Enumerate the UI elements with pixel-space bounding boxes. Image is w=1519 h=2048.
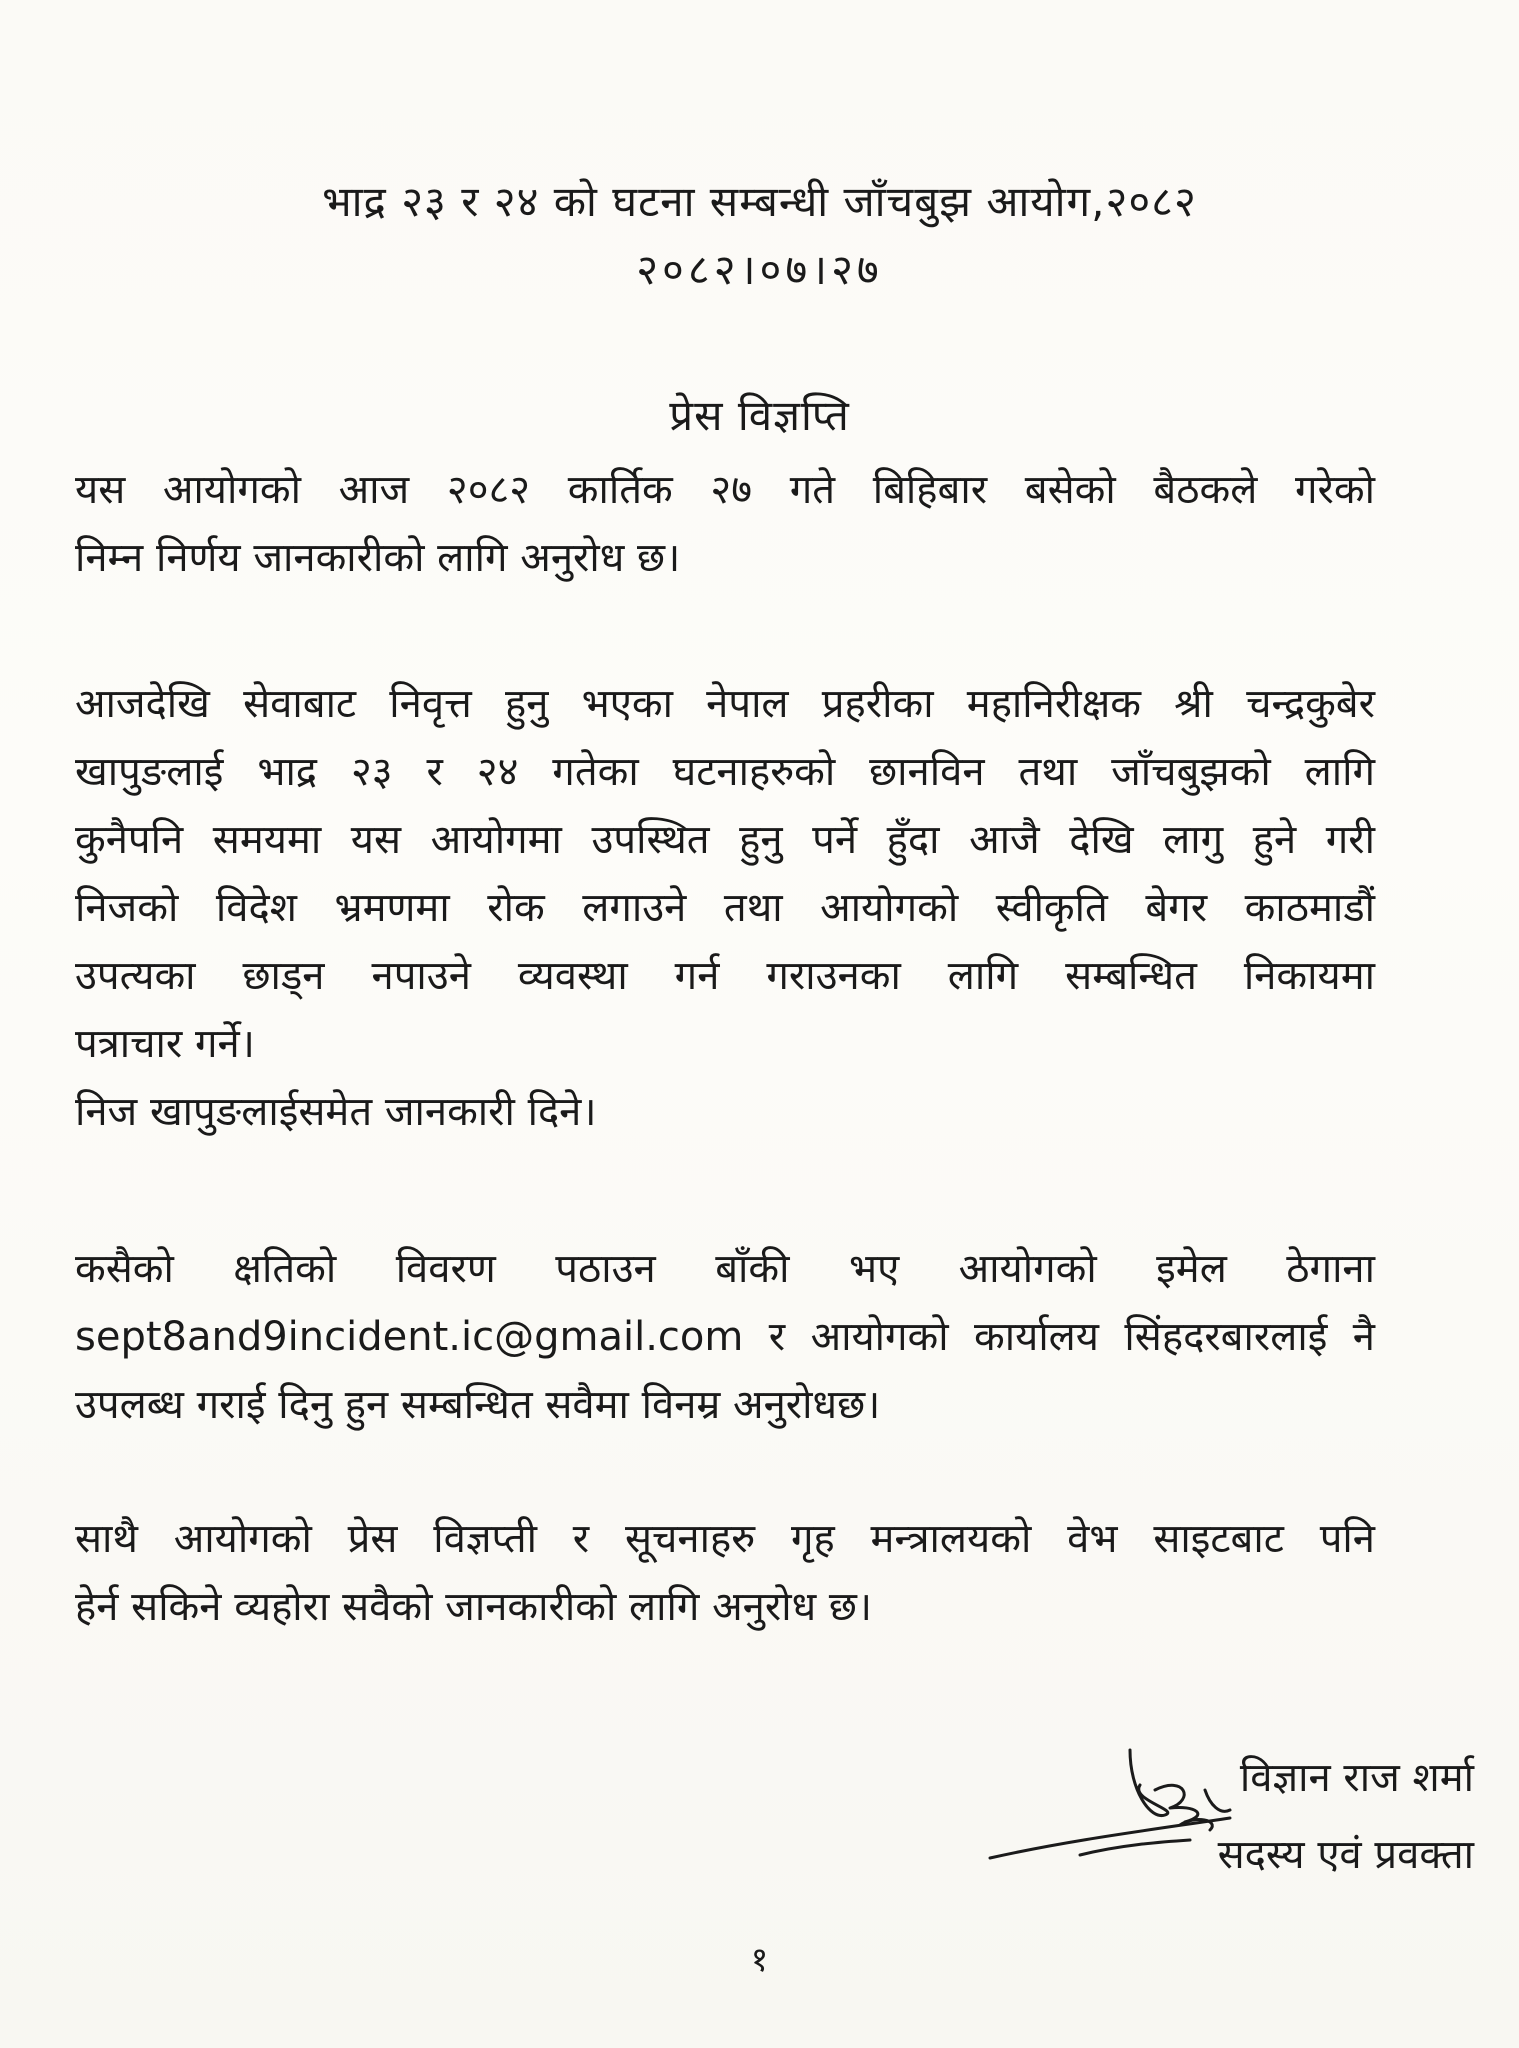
signer-name: विज्ञान राज शर्मा — [1239, 1755, 1474, 1801]
document-date: २०८२।०७।२७ — [636, 245, 883, 294]
damage-line-2: sept8and9incident.ic@gmail.com र आयोगको कार्यालय सिंहदरबारलाई नै — [75, 1314, 1375, 1360]
decision-line-1: आजदेखि सेवाबाट निवृत्त हुनु भएका नेपाल प्रहरीका महानिरीक्षक श्री चन्द्रकुबेर — [75, 681, 1375, 727]
signer-role: सदस्य एवं प्रवक्ता — [1217, 1832, 1474, 1878]
intro-line-2: निम्न निर्णय जानकारीको लागि अनुरोध छ। — [75, 535, 681, 581]
decision-line-6: पत्राचार गर्ने। — [75, 1021, 255, 1067]
website-line-1: साथै आयोगको प्रेस विज्ञप्ती र सूचनाहरु गृह मन्त्रालयको वेभ साइटबाट पनि — [75, 1516, 1375, 1562]
decision-line-7: निज खापुङलाईसमेत जानकारी दिने। — [75, 1089, 597, 1135]
intro-line-1: यस आयोगको आज २०८२ कार्तिक २७ गते बिहिबार बसेको बैठकले गरेको — [75, 467, 1375, 513]
damage-line-1: कसैको क्षतिको विवरण पठाउन बाँकी भए आयोगको इमेल ठेगाना — [75, 1246, 1375, 1292]
damage-report-paragraph — [75, 1235, 1375, 1439]
website-line-2: हेर्न सकिने व्यहोरा सवैको जानकारीको लागि अनुरोध छ। — [75, 1584, 873, 1630]
decision-line-4: निजको विदेश भ्रमणमा रोक लगाउने तथा आयोगको स्वीकृति बेगर काठमाडौं — [75, 885, 1375, 931]
damage-line-3: उपलब्ध गराई दिनु हुन सम्बन्धित सवैमा विनम्र अनुरोधछ। — [75, 1382, 881, 1428]
website-notice-paragraph — [75, 1505, 1375, 1641]
page-number: १ — [750, 1940, 769, 1980]
decision-paragraph — [75, 670, 1375, 1146]
decision-line-3: कुनैपनि समयमा यस आयोगमा उपस्थित हुनु पर्ने हुँदा आजै देखि लागु हुने गरी — [75, 817, 1375, 863]
decision-line-5: उपत्यका छाड्न नपाउने व्यवस्था गर्न गराउनका लागि सम्बन्धित निकायमा — [75, 953, 1375, 999]
decision-line-2: खापुङलाई भाद्र २३ र २४ गतेका घटनाहरुको छानविन तथा जाँचबुझको लागि — [75, 749, 1375, 795]
commission-title: भाद्र २३ र २४ को घटना सम्बन्धी जाँचबुझ आयोग,२०८२ — [322, 177, 1197, 226]
intro-paragraph — [75, 456, 1375, 592]
press-release-heading: प्रेस विज्ञप्ति — [669, 391, 850, 440]
